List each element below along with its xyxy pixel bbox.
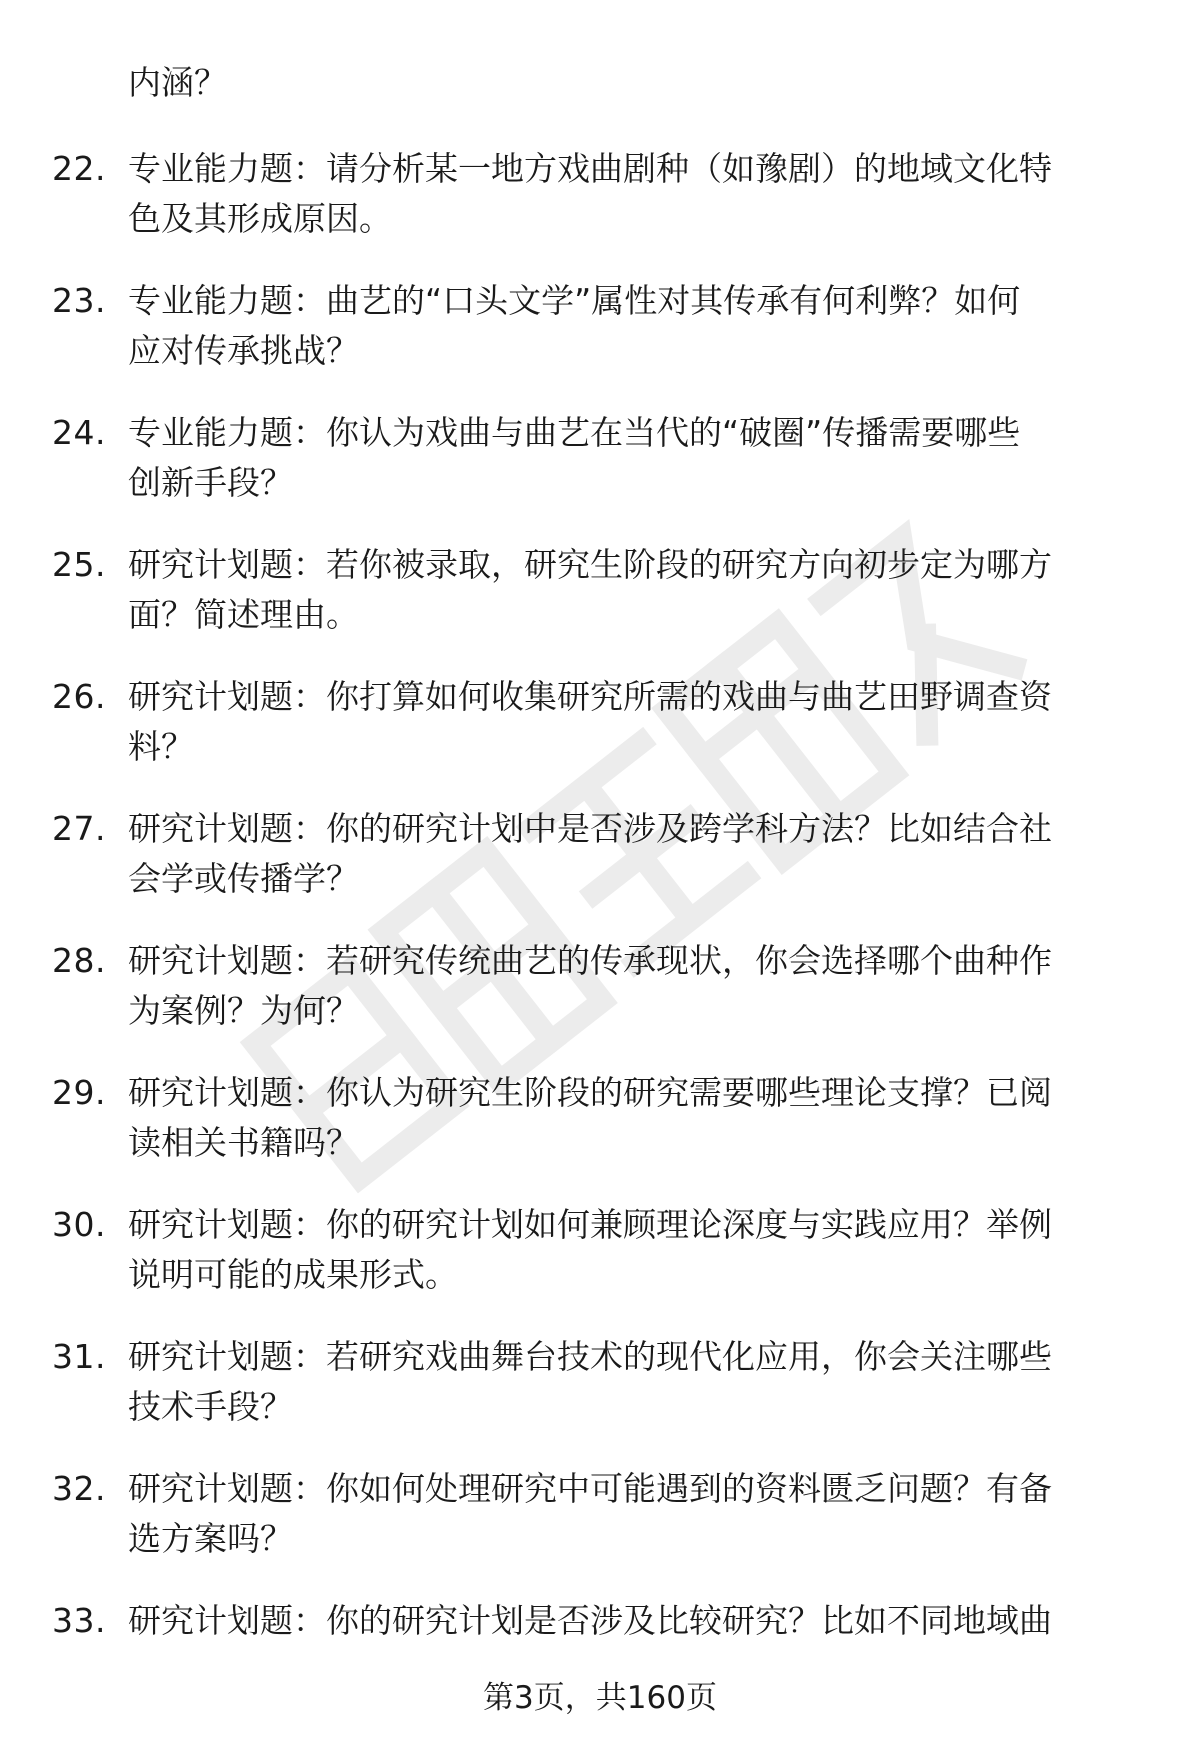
question-line: 应对传承挑战？	[128, 331, 359, 370]
list-item	[0, 1464, 1200, 1596]
list-item	[0, 144, 1200, 276]
question-line: 研究计划题：你的研究计划中是否涉及跨学科方法？比如结合社	[128, 809, 1052, 848]
list-item	[0, 804, 1200, 936]
question-line: 专业能力题：请分析某一地方戏曲剧种（如豫剧）的地域文化特	[128, 149, 1052, 188]
question-line: 研究计划题：你的研究计划是否涉及比较研究？比如不同地域曲	[128, 1601, 1052, 1640]
question-line: 研究计划题：你的研究计划如何兼顾理论深度与实践应用？举例	[128, 1205, 1052, 1244]
question-number: 31.	[52, 1337, 106, 1376]
question-text	[128, 1332, 1138, 1432]
list-item	[0, 1200, 1200, 1332]
question-text	[128, 276, 1138, 376]
question-line: 读相关书籍吗？	[128, 1123, 359, 1162]
question-line: 研究计划题：若研究传统曲艺的传承现状，你会选择哪个曲种作	[128, 941, 1052, 980]
question-line: 创新手段？	[128, 463, 293, 502]
list-item-continuation	[0, 58, 1200, 144]
question-text	[128, 1068, 1138, 1168]
question-line: 技术手段？	[128, 1387, 293, 1426]
list-item	[0, 672, 1200, 804]
list-item	[0, 540, 1200, 672]
question-text	[128, 540, 1138, 640]
question-line: 专业能力题：你认为戏曲与曲艺在当代的“破圈”传播需要哪些	[128, 413, 1021, 452]
question-line: 研究计划题：若你被录取，研究生阶段的研究方向初步定为哪方	[128, 545, 1052, 584]
question-line: 会学或传播学？	[128, 859, 359, 898]
list-item	[0, 1068, 1200, 1200]
question-text	[128, 408, 1138, 508]
page-footer	[0, 1674, 1200, 1722]
question-line: 说明可能的成果形式。	[128, 1255, 458, 1294]
question-text	[128, 804, 1138, 904]
question-line: 为案例？为何？	[128, 991, 359, 1030]
question-line: 料？	[128, 727, 194, 766]
question-text	[128, 672, 1138, 772]
question-number: 22.	[52, 149, 106, 188]
question-number: 28.	[52, 941, 106, 980]
question-number: 30.	[52, 1205, 106, 1244]
question-line: 选方案吗？	[128, 1519, 293, 1558]
list-item	[0, 408, 1200, 540]
question-number: 32.	[52, 1469, 106, 1508]
list-item	[0, 936, 1200, 1068]
question-number: 24.	[52, 413, 106, 452]
question-text	[128, 1464, 1138, 1564]
question-text	[128, 144, 1138, 244]
question-line: 研究计划题：你如何处理研究中可能遇到的资料匮乏问题？有备	[128, 1469, 1052, 1508]
page-number-label: 第3页，共160页	[483, 1680, 717, 1716]
list-item	[0, 1332, 1200, 1464]
question-line: 研究计划题：若研究戏曲舞台技术的现代化应用，你会关注哪些	[128, 1337, 1052, 1376]
question-list	[0, 58, 1200, 1728]
list-item	[0, 276, 1200, 408]
question-number: 23.	[52, 281, 106, 320]
question-number: 26.	[52, 677, 106, 716]
question-number: 33.	[52, 1601, 106, 1640]
question-number: 29.	[52, 1073, 106, 1112]
question-line: 研究计划题：你打算如何收集研究所需的戏曲与曲艺田野调查资	[128, 677, 1052, 716]
question-number: 25.	[52, 545, 106, 584]
question-number: 27.	[52, 809, 106, 848]
question-line: 专业能力题：曲艺的“口头文学”属性对其传承有何利弊？如何	[128, 281, 1021, 320]
question-text	[128, 1200, 1138, 1300]
question-line: 面？简述理由。	[128, 595, 359, 634]
question-text	[128, 1596, 1138, 1646]
question-line: 色及其形成原因。	[128, 199, 392, 238]
question-line: 研究计划题：你认为研究生阶段的研究需要哪些理论支撑？已阅	[128, 1073, 1052, 1112]
question-line: 内涵？	[128, 63, 227, 102]
continuation-text	[128, 58, 1138, 108]
question-text	[128, 936, 1138, 1036]
